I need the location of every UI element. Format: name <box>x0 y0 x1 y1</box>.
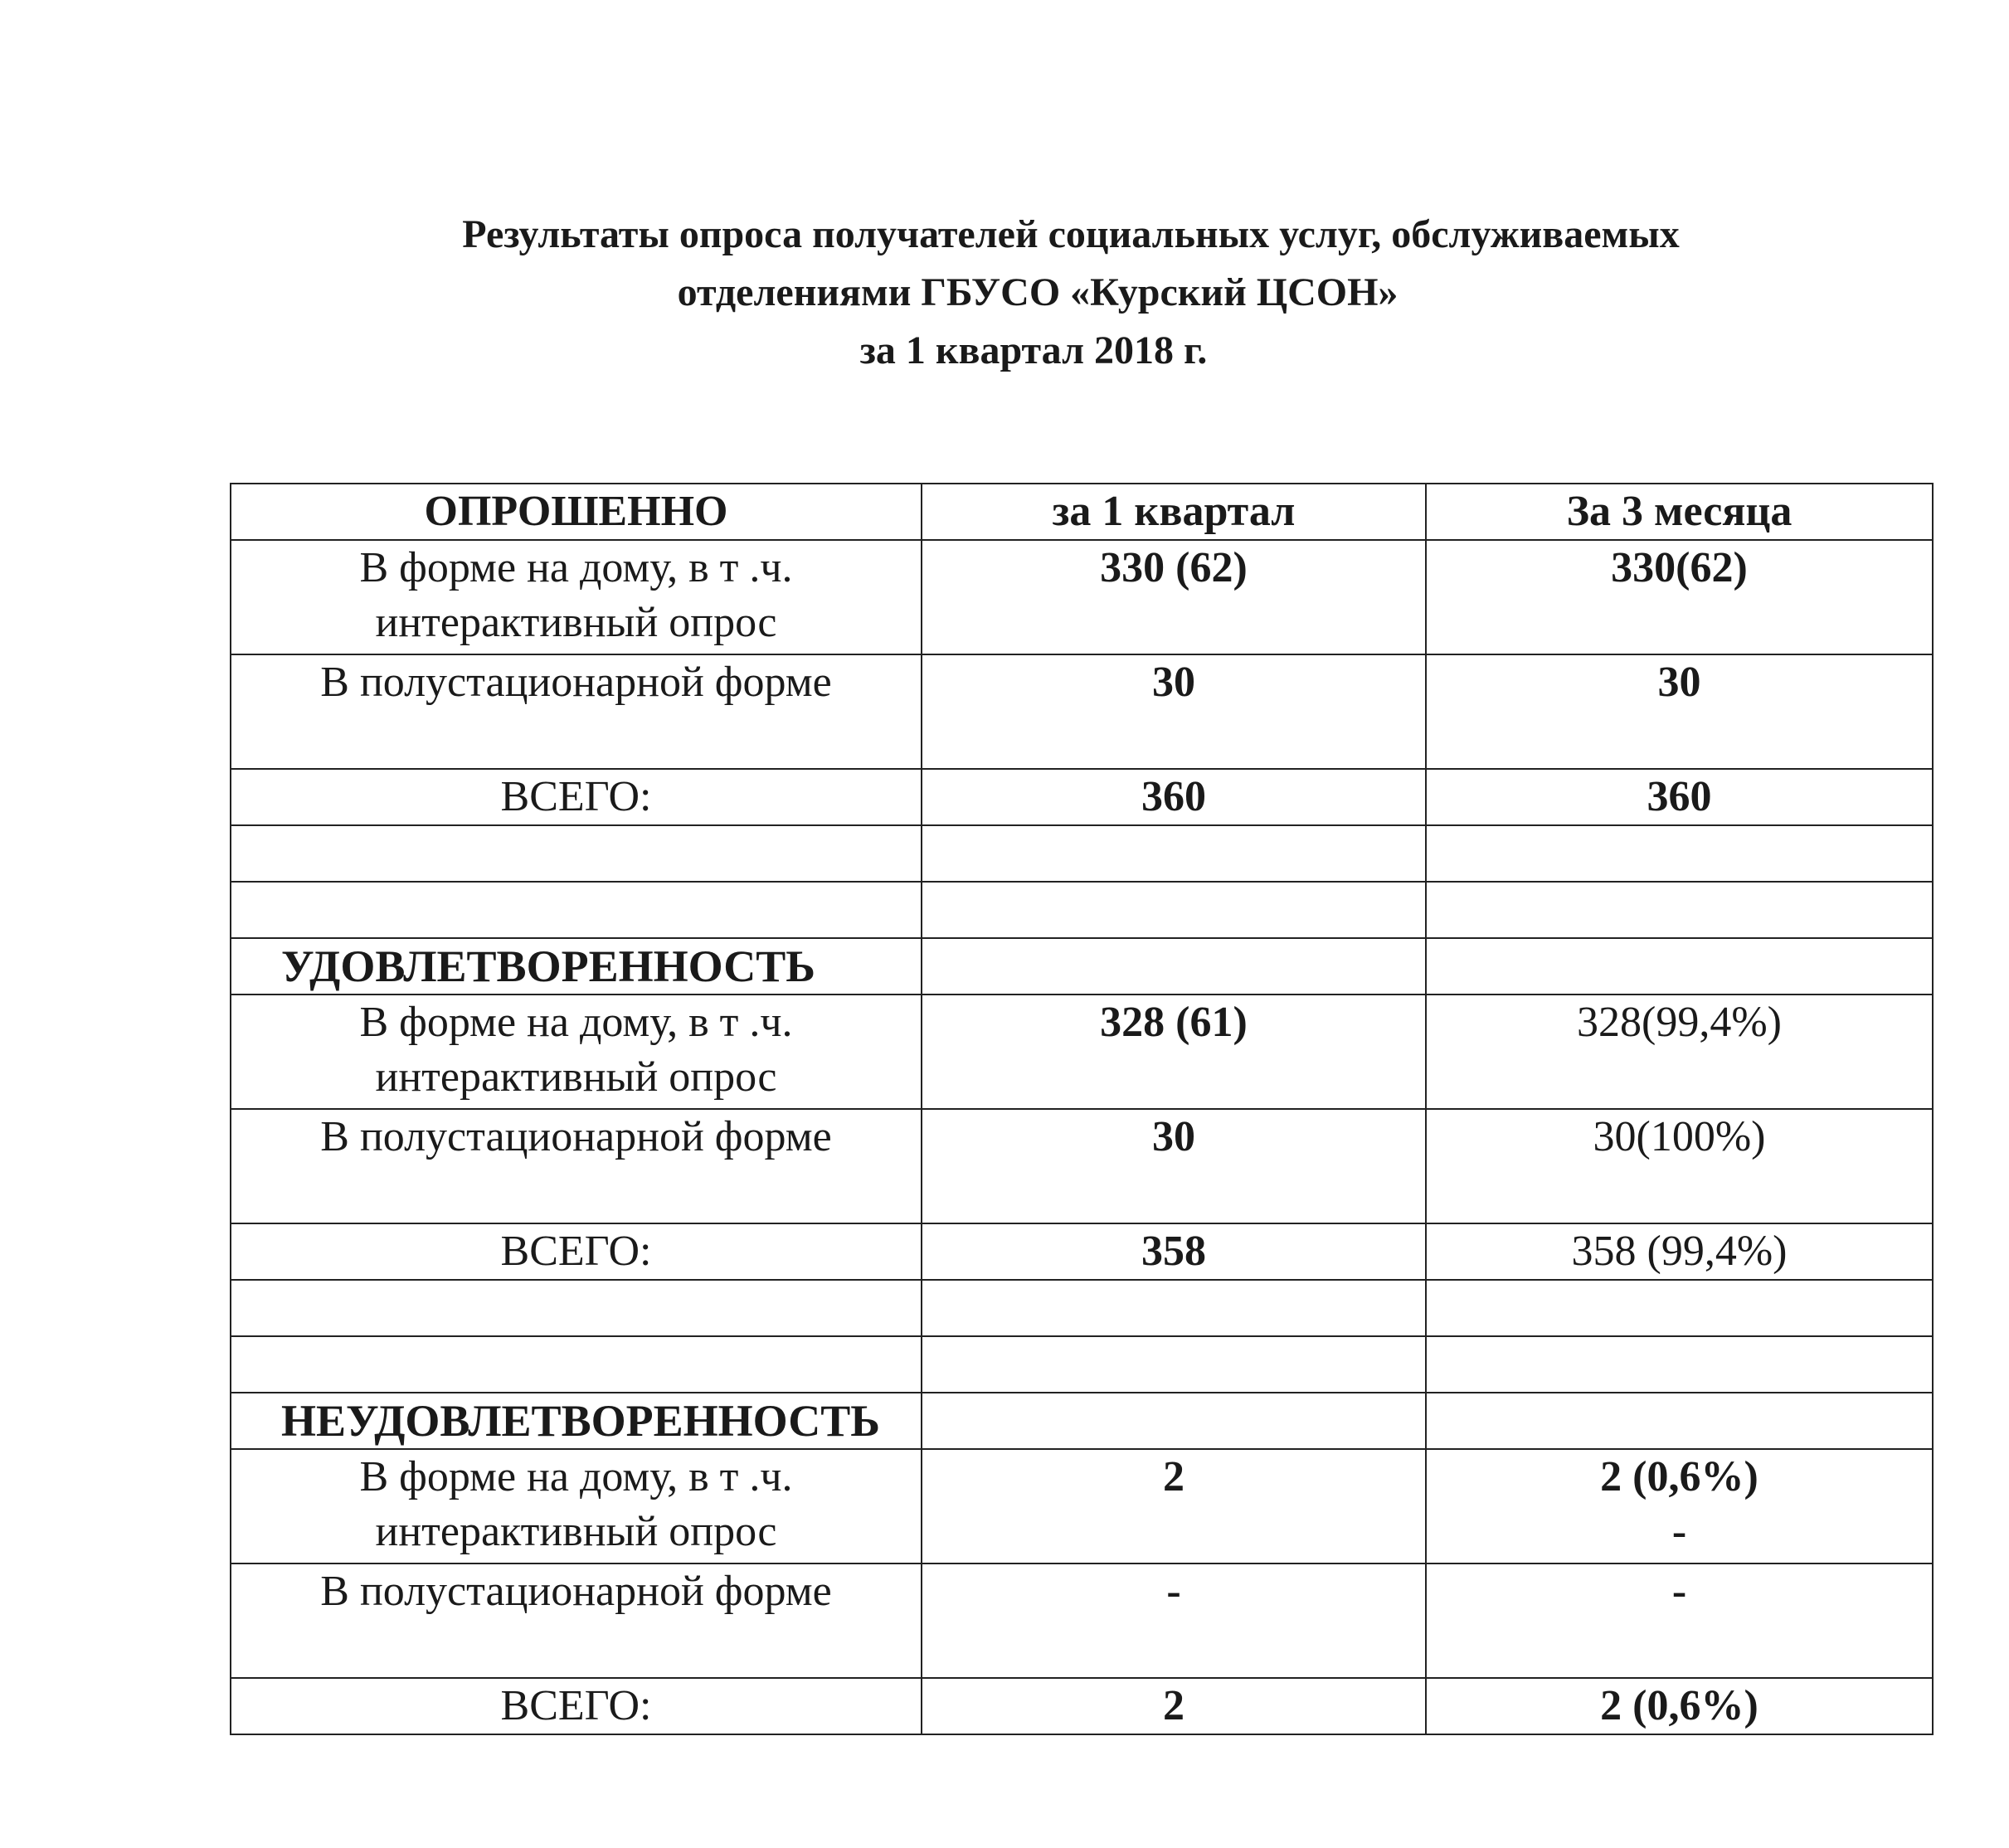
cell-value: 360 <box>922 769 1426 825</box>
table-row <box>231 995 1933 1109</box>
cell-value: 330 (62) <box>922 540 1426 654</box>
cell-value: 30 <box>1426 654 1933 769</box>
cell-value-dash: - <box>1671 1508 1687 1555</box>
section-row-dissatisfaction <box>231 1393 1933 1449</box>
cell-value <box>1426 1449 1933 1564</box>
table-row <box>231 1109 1933 1223</box>
table-row-total <box>231 769 1933 825</box>
row-label-semi: В полустационарной форме <box>231 654 922 769</box>
cell-value: 30 <box>922 1109 1426 1223</box>
cell-value: 358 <box>922 1223 1426 1280</box>
row-label-semi: В полустационарной форме <box>231 1109 922 1223</box>
table-row-empty <box>231 1336 1933 1393</box>
header-surveyed: ОПРОШЕННО <box>231 484 922 540</box>
row-label-total: ВСЕГО: <box>231 1223 922 1280</box>
section-title-dissatisfaction: НЕУДОВЛЕТВОРЕННОСТЬ <box>231 1393 922 1449</box>
table-row-empty <box>231 882 1933 938</box>
cell-value: 358 (99,4%) <box>1426 1223 1933 1280</box>
row-label-total: ВСЕГО: <box>231 1678 922 1734</box>
section-title-satisfaction: УДОВЛЕТВОРЕННОСТЬ <box>231 938 922 995</box>
table-row <box>231 1449 1933 1564</box>
cell-value: 2 <box>922 1449 1426 1564</box>
cell-value-main: 2 (0,6%) <box>1600 1453 1758 1500</box>
cell-value: 30(100%) <box>1426 1109 1933 1223</box>
table-row <box>231 1564 1933 1678</box>
cell-value: 360 <box>1426 769 1933 825</box>
table-row-total <box>231 1678 1933 1734</box>
survey-results-table <box>230 483 1934 1735</box>
cell-value: 330(62) <box>1426 540 1933 654</box>
document-title <box>0 206 2009 380</box>
header-three-months: За 3 месяца <box>1426 484 1933 540</box>
table-row-empty <box>231 1280 1933 1336</box>
table-row-total <box>231 1223 1933 1280</box>
row-label-total: ВСЕГО: <box>231 769 922 825</box>
row-label-home: В форме на дому, в т .ч. интерактивный опрос <box>231 995 922 1109</box>
cell-value: 328(99,4%) <box>1426 995 1933 1109</box>
title-line-1: Результаты опроса получателей социальных услуг, обслуживаемых <box>462 212 1680 256</box>
table-row-empty <box>231 825 1933 882</box>
cell-value: - <box>1426 1564 1933 1678</box>
title-line-2: отделениями ГБУСО «Курский ЦСОН» <box>677 270 1399 314</box>
table-header-row <box>231 484 1933 540</box>
row-label-home: В форме на дому, в т .ч. интерактивный опрос <box>231 1449 922 1564</box>
row-label-semi: В полустационарной форме <box>231 1564 922 1678</box>
cell-value: 328 (61) <box>922 995 1426 1109</box>
cell-value: 2 (0,6%) <box>1426 1678 1933 1734</box>
header-quarter: за 1 квартал <box>922 484 1426 540</box>
title-line-3: за 1 квартал 2018 г. <box>859 328 1208 372</box>
cell-value: 30 <box>922 654 1426 769</box>
section-row-satisfaction <box>231 938 1933 995</box>
row-label-home: В форме на дому, в т .ч. интерактивный опрос <box>231 540 922 654</box>
cell-value: 2 <box>922 1678 1426 1734</box>
table-row <box>231 540 1933 654</box>
cell-value: - <box>922 1564 1426 1678</box>
table-row <box>231 654 1933 769</box>
